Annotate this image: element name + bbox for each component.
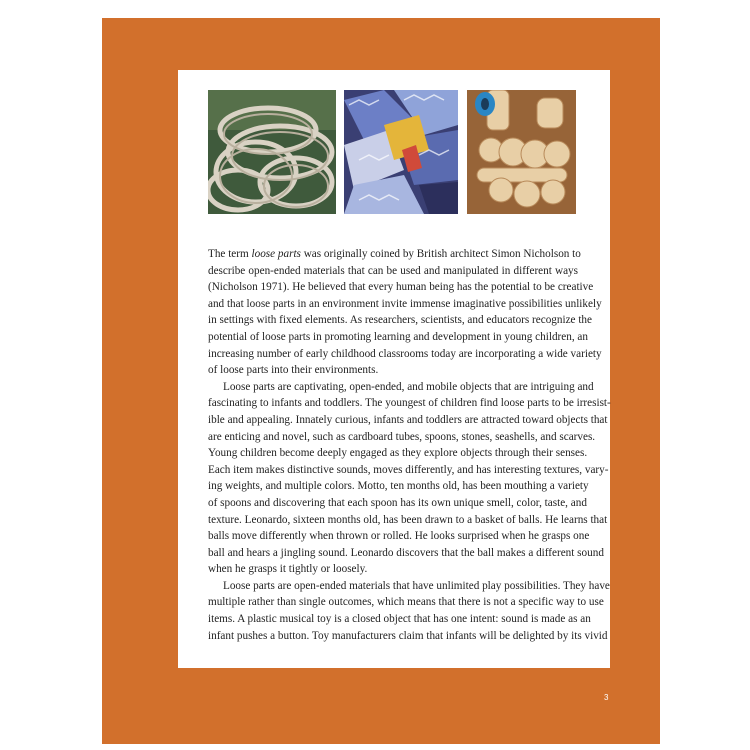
photo-fabric-scarves	[344, 90, 458, 214]
text-line: Loose parts are open-ended materials that have unlimited play possibilities. They have	[223, 579, 610, 592]
text-line: (Nicholson 1971). He believed that every human being has the potential to be creative	[208, 281, 594, 294]
photo-wooden-spindles	[467, 90, 576, 214]
text-line: Loose parts are captivating, open-ended, and mobile objects that are intriguing and	[223, 380, 594, 393]
text-line: items. A plastic musical toy is a closed object that has one intent: sound is made as an	[208, 613, 591, 626]
text-line: Each item makes distinctive sounds, moves differently, and has interesting textures, vary-	[208, 463, 609, 476]
text-line: are enticing and novel, such as cardboard tubes, spoons, stones, seashells, and scarves.	[208, 430, 596, 443]
text-line: The term loose parts was originally coined by British architect Simon Nicholson to	[208, 248, 581, 260]
text-line: ball and hears a jingling sound. Leonardo discovers that the ball makes a different sound	[208, 546, 604, 559]
photo-wooden-rings	[208, 90, 336, 214]
text-line: of spoons and discovering that each spoon has its own unique smell, color, taste, and	[208, 496, 587, 509]
text-line: increasing number of early childhood classrooms today are incorporating a wide variety	[208, 347, 602, 360]
text-line: texture. Leonardo, sixteen months old, has been drawn to a basket of balls. He learns that	[208, 513, 608, 526]
text-line: potential of loose parts in promoting learning and development in young children, an	[208, 330, 588, 343]
text-line: ing weights, and multiple colors. Motto, ten months old, has been mouthing a variety	[208, 480, 589, 493]
text-line: and that loose parts in an environment invite immense imaginative possibilities unlikely	[208, 297, 602, 310]
text-line: ible and appealing. Innately curious, infants and toddlers are attracted toward objects that	[208, 413, 608, 426]
text-line: when he grasps it tightly or loosely.	[208, 563, 368, 576]
text-line: fascinating to infants and toddlers. The youngest of children find loose parts to be irresist-	[208, 397, 611, 410]
text-line: of loose parts into their environments.	[208, 364, 379, 377]
text-line: multiple rather than single outcomes, which means that there is not a specific way to use	[208, 596, 604, 609]
paragraph-3	[208, 578, 610, 644]
paragraph-2	[208, 379, 611, 578]
paragraph-1	[208, 246, 602, 379]
text-line: balls move differently when thrown or rolled. He looks surprised when he grasps one	[208, 530, 590, 543]
text-line: in settings with fixed elements. As researchers, scientists, and educators recognize the	[208, 314, 592, 327]
content-panel	[178, 70, 610, 668]
page-number: 3	[604, 693, 609, 702]
text-line: describe open-ended materials that can be used and manipulated in different ways	[208, 264, 578, 277]
text-line: Young children become deeply engaged as they explore objects through their senses.	[208, 447, 588, 460]
article-body	[208, 246, 611, 644]
text-line: infant pushes a button. Toy manufacturers claim that infants will be delighted by its vivid	[208, 629, 608, 642]
